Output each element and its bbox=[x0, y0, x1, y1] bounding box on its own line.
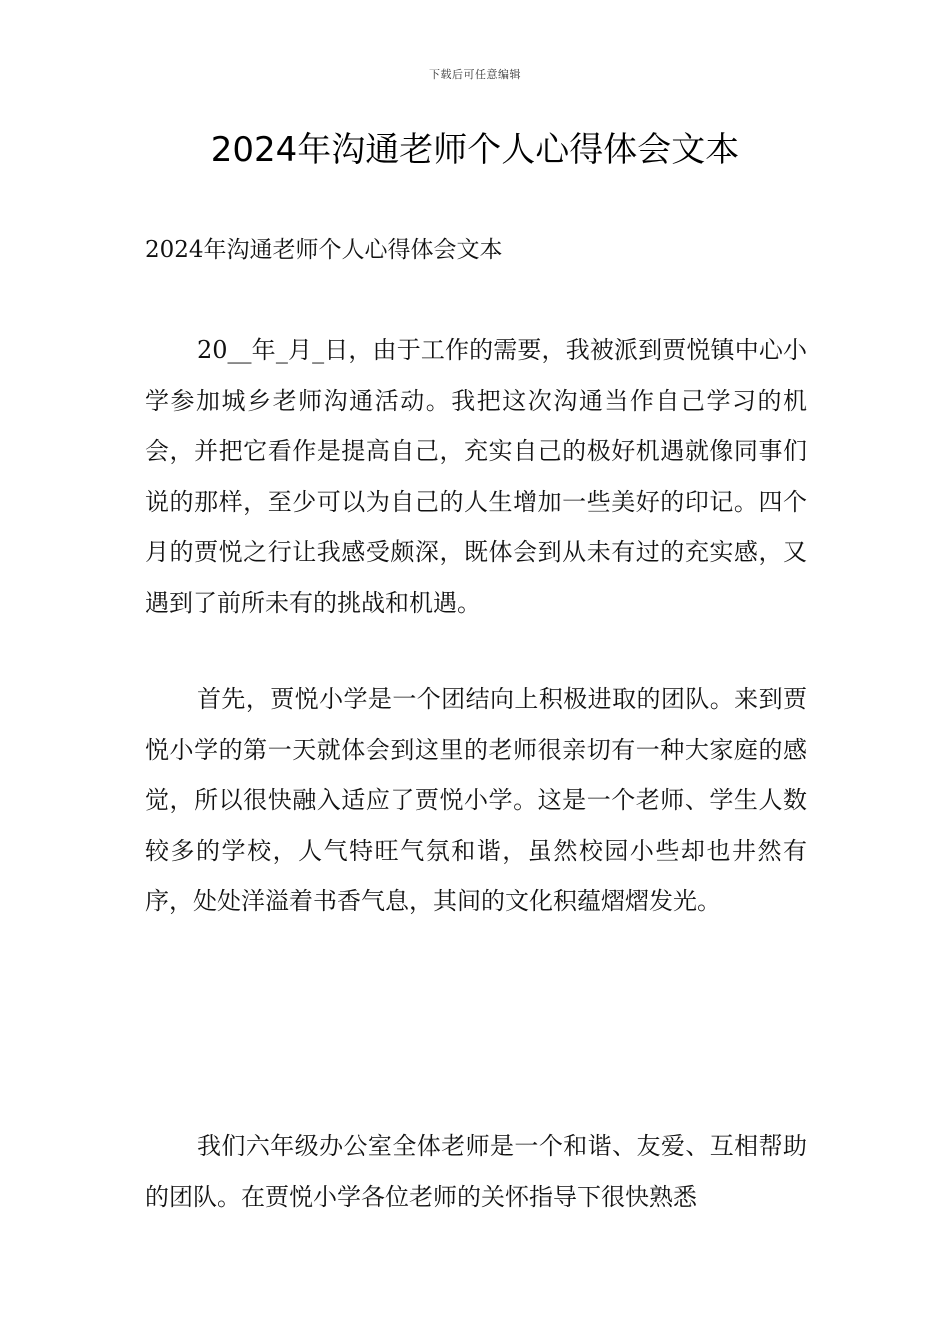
paragraph-3: 我们六年级办公室全体老师是一个和谐、友爱、互相帮助的团队。在贾悦小学各位老师的关怀指导下很快熟悉 bbox=[145, 1132, 807, 1211]
document-title: 2024年沟通老师个人心得体会文本 bbox=[210, 130, 740, 170]
header-note: 下载后可任意编辑 bbox=[429, 68, 521, 81]
paragraph-1: 20__年_月_日，由于工作的需要，我被派到贾悦镇中心小学参加城乡老师沟通活动。我把这次沟通当作自己学习的机会，并把它看作是提高自己，充实自己的极好机遇就像同事们说的那样，至少可以为自己的人生增加一些美好的印记。四个月的贾悦之行让我感受颇深，既体会到从未有过的充实感，又遇到了前所未有的挑战和机遇。 bbox=[145, 336, 807, 617]
document-subtitle: 2024年沟通老师个人心得体会文本 bbox=[145, 237, 503, 263]
paragraph-2: 首先，贾悦小学是一个团结向上积极进取的团队。来到贾悦小学的第一天就体会到这里的老师很亲切有一种大家庭的感觉，所以很快融入适应了贾悦小学。这是一个老师、学生人数较多的学校，人气特旺气氛和谐，虽然校园小些却也井然有序，处处洋溢着书香气息，其间的文化积蕴熠熠发光。 bbox=[145, 685, 807, 915]
